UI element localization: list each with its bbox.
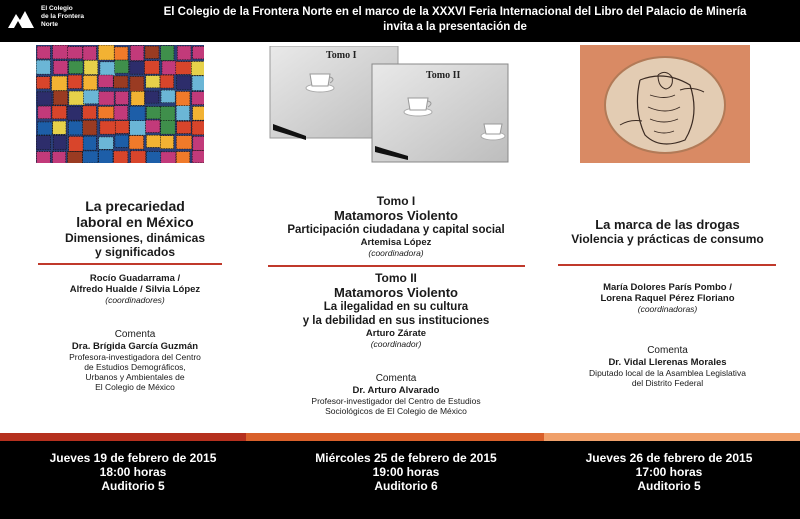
book1-comenta-label: Comenta [114, 329, 156, 340]
tomo1-author: Artemisa López [360, 237, 432, 248]
book3-authors-line1: María Dolores París Pombo / [603, 282, 732, 293]
event-1-date: Jueves 19 de febrero de 2015 [49, 451, 217, 465]
event-2-time: 19:00 horas [372, 465, 440, 479]
tomo1-info [265, 194, 527, 258]
book3-commentator-name: Dr. Vidal Llerenas Morales [608, 357, 727, 368]
book1-authors-role: (coordinadores) [105, 295, 165, 305]
book2-comenta-label: Comenta [375, 373, 417, 384]
header-bar [0, 0, 800, 42]
event-2 [292, 451, 520, 493]
book3-comenta-label: Comenta [647, 345, 688, 356]
tomo-covers-image [268, 46, 510, 164]
book2-commentator-name: Dr. Arturo Alvarado [352, 385, 440, 396]
header-line2: invita a la presentación de [383, 21, 527, 33]
book1-authors-line1: Rocío Guadarrama / [89, 273, 181, 284]
book1-commentator-name: Dra. Brígida García Guzmán [71, 341, 199, 352]
tomo1-subtitle: Participación ciudadana y capital social [287, 224, 505, 236]
event-footer [0, 441, 800, 519]
book3-commentator-desc: Diputado local de la Asamblea Legislativa del Distrito Federal [589, 368, 746, 388]
stripe-3 [544, 433, 800, 441]
tomo1-title: Matamoros Violento [333, 208, 458, 223]
tomo-divider [268, 265, 525, 267]
book2-commentator-desc: Profesor-investigador del Centro de Estudios Sociológicos de El Colegio de México [311, 396, 481, 416]
book3-info [555, 217, 780, 246]
event-1-time: 18:00 horas [99, 465, 167, 479]
book3-authors-line2: Lorena Raquel Pérez Floriano [600, 293, 735, 304]
book1-info [30, 198, 240, 259]
tomo2-title: Matamoros Violento [333, 285, 458, 300]
book1-divider [38, 263, 222, 265]
tomo2-info [265, 271, 527, 349]
tomo2-subtitle-line1: La ilegalidad en su cultura [323, 301, 469, 313]
book3-commentator [555, 345, 780, 388]
book2-commentator [265, 373, 527, 416]
book3-authors-role: (coordinadoras) [637, 304, 698, 314]
tomo1-label: Tomo I [376, 194, 416, 208]
tomo2-label: Tomo II [375, 271, 417, 285]
tomo2-subtitle-line2: y la debilidad en sus instituciones [302, 315, 490, 327]
event-3-time: 17:00 horas [635, 465, 703, 479]
colef-logo [6, 4, 116, 38]
tomo2-role: (coordinador) [370, 339, 422, 349]
tomo1-role: (coordinadora) [368, 248, 424, 258]
event-2-place: Auditorio 6 [374, 479, 438, 493]
book1-authors [30, 273, 240, 305]
book1-cover-image [36, 45, 204, 163]
book3-cover-image [580, 45, 750, 163]
stripe-2 [246, 433, 544, 441]
book3-divider [558, 264, 776, 266]
header-line1: El Colegio de la Frontera Norte en el marco de la XXXVI Feria Internacional del Libro del Palacio de Minería [163, 6, 747, 18]
event-1-place: Auditorio 5 [101, 479, 165, 493]
tomo2-author: Arturo Zárate [365, 328, 427, 339]
event-3-place: Auditorio 5 [637, 479, 701, 493]
event-1 [20, 451, 246, 493]
invitation-header [120, 5, 790, 35]
book1-authors-line2: Alfredo Hualde / Silvia López [69, 284, 201, 295]
tomo2-cover-label: Tomo II [426, 70, 461, 81]
book1-title: La precariedad laboral en México [76, 198, 194, 230]
book3-title: La marca de las drogas [595, 217, 740, 232]
book3-authors [555, 282, 780, 314]
book1-subtitle: Dimensiones, dinámicas y significados [64, 231, 206, 259]
event-2-date: Miércoles 25 de febrero de 2015 [315, 451, 497, 465]
book1-commentator-desc: Profesora-investigadora del Centro de Estudios Demográficos, Urbanos y Ambientales de El Colegio de México [69, 352, 201, 392]
book1-commentator [30, 329, 240, 392]
book3-subtitle: Violencia y prácticas de consumo [571, 232, 764, 246]
tomo1-cover-label: Tomo I [326, 50, 357, 61]
mountain-logo-icon [6, 6, 36, 32]
stripe-1 [0, 433, 246, 441]
logo-text: El Colegio de la Frontera Norte [41, 5, 84, 28]
event-3-date: Jueves 26 de febrero de 2015 [585, 451, 753, 465]
event-3 [556, 451, 782, 493]
